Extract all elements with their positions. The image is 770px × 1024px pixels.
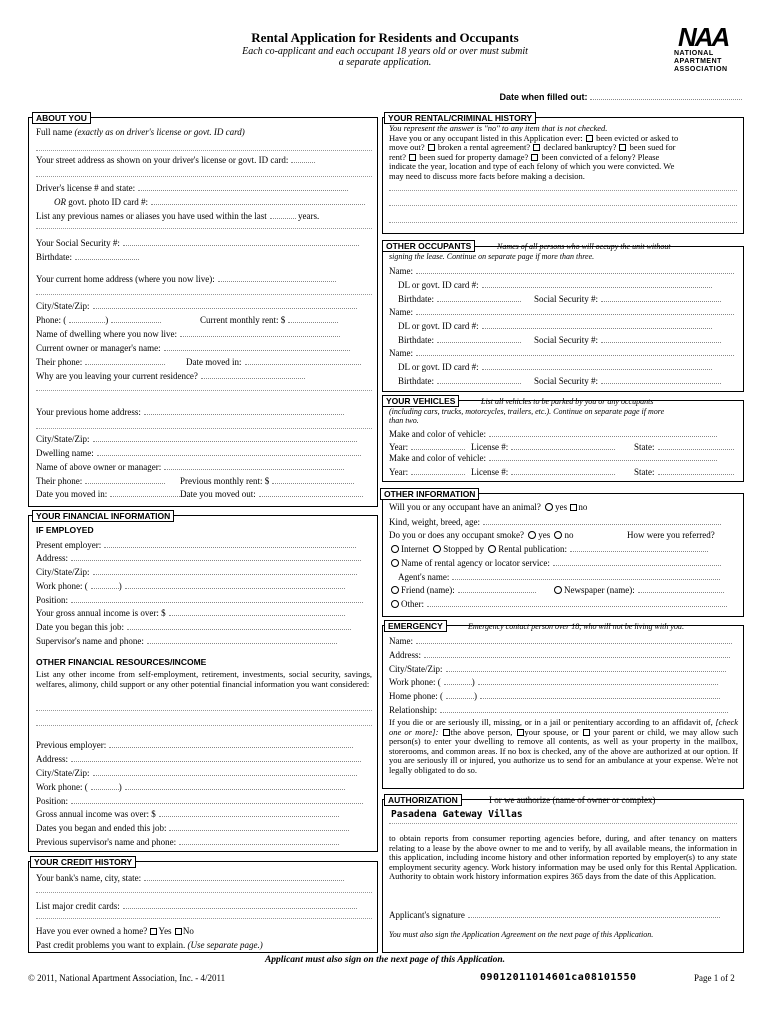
bank-input[interactable] <box>36 892 372 893</box>
owned-home-field[interactable]: Have you ever owned a home? Yes No <box>36 926 194 936</box>
felony-details-input-1[interactable] <box>389 190 737 191</box>
smoke-field[interactable]: Do you or does any occupant smoke? yes no <box>389 530 574 540</box>
dwelling-field[interactable]: Name of dwelling where you now live: <box>36 328 340 340</box>
felony-details-input-2[interactable] <box>389 205 737 206</box>
prev-employer-address-field[interactable]: Address: <box>36 753 361 765</box>
date-filled-field[interactable]: Date when filled out: <box>499 91 742 102</box>
occupant-3-ssn-field[interactable]: Social Security #: <box>534 375 721 387</box>
if-employed-label: IF EMPLOYED <box>36 525 94 535</box>
page-subtitle: Each co-applicant and each occupant 18 years old or over must submit a separate application. <box>242 46 528 68</box>
vehicles-note-1: List all vehicles to be parked by you or any occupants <box>481 397 654 406</box>
previous-home-field[interactable]: Your previous home address: <box>36 406 344 418</box>
emergency-address-field[interactable]: Address: <box>389 649 730 661</box>
agency-radio[interactable] <box>391 559 399 567</box>
emergency-city-field[interactable]: City/State/Zip: <box>389 663 726 675</box>
friend-field[interactable]: Friend (name): <box>389 584 536 596</box>
other-referral-field[interactable]: Other: <box>389 598 727 610</box>
signature-field[interactable]: Applicant's signature <box>389 909 720 921</box>
spouse-checkbox[interactable] <box>517 729 524 736</box>
document-code: 09012011014601ca08101550 <box>480 972 637 983</box>
about-you-header: ABOUT YOU <box>32 112 91 124</box>
owner-name-field[interactable]: Current owner or manager's name: <box>36 342 350 354</box>
birthdate-field[interactable]: Birthdate: <box>36 251 139 263</box>
emergency-home-phone-field[interactable]: Home phone: ( ) <box>389 690 720 702</box>
credit-cards-input[interactable] <box>36 918 372 919</box>
friend-radio[interactable] <box>391 586 399 594</box>
moved-in-field[interactable]: Date you moved in: <box>36 488 190 500</box>
occupant-2-name-field[interactable]: Name: <box>389 306 734 318</box>
date-began-job-field[interactable]: Date you began this job: <box>36 621 351 633</box>
parent-child-checkbox[interactable] <box>583 729 590 736</box>
animal-field[interactable]: Will you or any occupant have an animal? yes no <box>389 502 588 512</box>
emergency-authorization-text: If you die or are seriously ill, missing, or in a jail or penitentiary according to an affidavit of, [check one or more]: the above person, your spouse, or your parent or child, we may allow such person(s) to enter your dwelling to remove all contents, as well as your property in the mailbox, storerooms, and common areas. If no box is checked, any of the above are authorized at our option. If you are seriously ill or injured, you authorize us to send for an ambulance at your expense. We're not legally obligated to do so. <box>389 717 739 775</box>
emergency-note: Emergency contact person over 18, who will not be living with you: <box>468 622 685 631</box>
current-rent-field[interactable]: Current monthly rent: $ <box>200 314 338 326</box>
vehicle-2-make-field[interactable]: Make and color of vehicle: <box>389 452 717 464</box>
felony-details-input-3[interactable] <box>389 222 737 223</box>
occupants-note-2: signing the lease. Continue on separate page if more than three. <box>389 252 595 261</box>
bank-field[interactable]: Your bank's name, city, state: <box>36 872 344 884</box>
vehicle-2-year-field[interactable]: Year: <box>389 466 465 478</box>
dwelling-name-field[interactable]: Dwelling name: <box>36 447 361 459</box>
full-name-input[interactable] <box>36 150 372 151</box>
work-phone-2-field[interactable]: Work phone: ( ) <box>36 781 345 793</box>
stopped-by-radio[interactable] <box>433 545 441 553</box>
other-financial-text: List any other income from self-employment, retirement, investments, social security, savings, welfares, alimony, child support or any other potential financial information you want considered: <box>36 669 372 689</box>
newspaper-field[interactable]: Newspaper (name): <box>552 584 724 596</box>
occupant-2-birthdate-field[interactable]: Birthdate: <box>398 334 521 346</box>
employer-address-field[interactable]: Address: <box>36 552 361 564</box>
their-phone-2-field[interactable]: Their phone: <box>36 475 165 487</box>
aliases-field[interactable]: List any previous names or aliases you have used within the last years. <box>36 211 320 221</box>
page-title: Rental Application for Residents and Occupants <box>251 30 519 45</box>
rental-history-text: You represent the answer is "no" to any item that is not checked. Have you or any occupant listed in this Application ever: been evicted or asked to move out? broken a rental agreement? declared bankruptcy? been sued for rent? been sued for property damage? been convicted of a felony? Please indicate the year, location and type of each felony of which you were convicted. We may need to discuss more facts before making a decision. <box>389 123 679 181</box>
prev-rent-field[interactable]: Previous monthly rent: $ <box>180 475 354 487</box>
emergency-header: EMERGENCY <box>384 620 447 632</box>
bankruptcy-checkbox[interactable] <box>533 144 540 151</box>
financial-header: YOUR FINANCIAL INFORMATION <box>32 510 174 522</box>
city-state-zip-2-field[interactable]: City/State/Zip: <box>36 433 357 445</box>
occupants-header: OTHER OCCUPANTS <box>382 240 475 252</box>
occupant-3-id-field[interactable]: DL or govt. ID card #: <box>398 361 712 373</box>
other-financial-input-2[interactable] <box>36 725 372 726</box>
previous-employer-field[interactable]: Previous employer: <box>36 739 353 751</box>
ssn-field[interactable]: Your Social Security #: <box>36 237 359 249</box>
owner-complex-value[interactable]: Pasadena Gateway Villas <box>391 809 523 820</box>
broken-agreement-checkbox[interactable] <box>428 144 435 151</box>
authorization-text: to obtain reports from consumer reporting agencies before, during, and after tenancy on matters relating to a lease by the above owner to me and to verify, by all available means, the information in this application, including income history and other information reported by employer(s) to any state employment security agency. Work history information may be used only for this Rental Application. Authority to obtain work history information expires 365 days from the date of this Application. <box>389 833 737 881</box>
other-info-header: OTHER INFORMATION <box>380 488 479 500</box>
drivers-license-field[interactable]: Driver's license # and state: <box>36 182 348 194</box>
occupants-note-1: Names of all persons who will occupy the unit without <box>497 242 671 251</box>
occupant-2-ssn-field[interactable]: Social Security #: <box>534 334 721 346</box>
occupant-1-id-field[interactable]: DL or govt. ID card #: <box>398 279 712 291</box>
why-leaving-input[interactable] <box>36 390 372 391</box>
publication-radio[interactable] <box>488 545 496 553</box>
prev-owner-field[interactable]: Name of above owner or manager: <box>36 461 344 473</box>
vehicle-1-license-field[interactable]: License #: <box>471 441 615 453</box>
agreement-note: You must also sign the Application Agreement on the next page of this Application. <box>389 930 654 939</box>
referral-options-row[interactable]: Internet Stopped by Rental publication: <box>389 543 708 555</box>
copyright: © 2011, National Apartment Association, Inc. - 4/2011 <box>28 973 226 983</box>
smoke-yes-radio[interactable] <box>528 531 536 539</box>
sign-next-page-notice: Applicant must also sign on the next page of this Application. <box>264 955 506 965</box>
city-state-zip-field[interactable]: City/State/Zip: <box>36 300 357 312</box>
above-person-checkbox[interactable] <box>443 729 450 736</box>
vehicle-1-state-field[interactable]: State: <box>634 441 734 453</box>
gross-income-was-field[interactable]: Gross annual income was over: $ <box>36 808 339 820</box>
occupant-1-name-field[interactable]: Name: <box>389 265 734 277</box>
sued-rent-checkbox[interactable] <box>619 144 626 151</box>
authorize-label: I or we authorize (name of owner or complex) <box>489 795 656 805</box>
occupant-1-ssn-field[interactable]: Social Security #: <box>534 293 721 305</box>
vehicles-note-2: (including cars, trucks, motorcycles, trailers, etc.). Continue on separate page if more <box>389 407 665 416</box>
agent-name-field[interactable]: Agent's name: <box>398 571 720 583</box>
other-radio[interactable] <box>391 600 399 608</box>
rental-history-header: YOUR RENTAL/CRIMINAL HISTORY <box>384 112 536 124</box>
emergency-relationship-field[interactable]: Relationship: <box>389 704 728 716</box>
page-number: Page 1 of 2 <box>694 973 735 983</box>
past-credit-problems-label: Past credit problems you want to explain. (Use separate page.) <box>36 940 263 950</box>
aliases-input[interactable] <box>36 228 372 229</box>
owned-home-no-checkbox[interactable] <box>175 928 182 935</box>
position-field[interactable]: Position: <box>36 594 363 606</box>
credit-header: YOUR CREDIT HISTORY <box>30 856 136 868</box>
evicted-checkbox[interactable] <box>586 135 593 142</box>
occupant-3-birthdate-field[interactable]: Birthdate: <box>398 375 521 387</box>
vehicles-note-3: than two. <box>389 416 419 425</box>
date-moved-in-field[interactable]: Date moved in: <box>186 356 361 368</box>
owned-home-yes-checkbox[interactable] <box>150 928 157 935</box>
why-leaving-field[interactable]: Why are you leaving your current residence? <box>36 370 305 382</box>
vehicles-header: YOUR VEHICLES <box>382 395 459 407</box>
vehicle-1-make-field[interactable]: Make and color of vehicle: <box>389 428 717 440</box>
vehicle-2-license-field[interactable]: License #: <box>471 466 615 478</box>
owner-complex-input[interactable] <box>389 823 737 824</box>
prev-employer-city-field[interactable]: City/State/Zip: <box>36 767 357 779</box>
date-filled-input[interactable] <box>590 91 742 100</box>
naa-logo: NAA NATIONAL APARTMENT ASSOCIATION <box>674 22 729 73</box>
emergency-name-field[interactable]: Name: <box>389 635 732 647</box>
street-address-input[interactable] <box>36 176 372 177</box>
smoke-no-radio[interactable] <box>554 531 562 539</box>
credit-cards-field[interactable]: List major credit cards: <box>36 900 357 912</box>
current-home-input[interactable] <box>36 294 372 295</box>
dates-job-field[interactable]: Dates you began and ended this job: <box>36 822 349 834</box>
position-2-field[interactable]: Position: <box>36 795 363 807</box>
emergency-work-phone-field[interactable]: Work phone: ( ) <box>389 676 718 688</box>
animal-yes-radio[interactable] <box>545 503 553 511</box>
full-name-field[interactable]: Full name (exactly as on driver's license or govt. ID card) <box>36 127 245 137</box>
other-financial-input-1[interactable] <box>36 710 372 711</box>
employer-city-field[interactable]: City/State/Zip: <box>36 566 357 578</box>
authorization-header: AUTHORIZATION <box>384 794 462 806</box>
street-address-field[interactable]: Your street address as shown on your driver's license or govt. ID card: <box>36 154 315 166</box>
previous-home-input[interactable] <box>36 428 372 429</box>
current-home-field[interactable]: Your current home address (where you now live): <box>36 273 336 285</box>
phone-field[interactable]: Phone: ( ) <box>36 314 161 326</box>
occupant-3-name-field[interactable]: Name: <box>389 347 734 359</box>
sued-damage-checkbox[interactable] <box>409 154 416 161</box>
referred-label: How were you referred? <box>627 530 715 540</box>
present-employer-field[interactable]: Present employer: <box>36 539 356 551</box>
animal-kind-field[interactable]: Kind, weight, breed, age: <box>389 516 721 528</box>
occupant-2-id-field[interactable]: DL or govt. ID card #: <box>398 320 712 332</box>
newspaper-radio[interactable] <box>554 586 562 594</box>
internet-radio[interactable] <box>391 545 399 553</box>
agency-field[interactable]: Name of rental agency or locator service: <box>389 557 721 569</box>
animal-no-checkbox[interactable] <box>570 504 577 511</box>
prev-supervisor-field[interactable]: Previous supervisor's name and phone: <box>36 836 339 848</box>
felony-checkbox[interactable] <box>531 154 538 161</box>
work-phone-field[interactable]: Work phone: ( ) <box>36 580 345 592</box>
their-phone-field[interactable]: Their phone: <box>36 356 165 368</box>
vehicle-1-year-field[interactable]: Year: <box>389 441 465 453</box>
photo-id-field[interactable]: OR govt. photo ID card #: <box>54 196 365 208</box>
moved-out-field[interactable]: Date you moved out: <box>180 488 363 500</box>
occupant-1-birthdate-field[interactable]: Birthdate: <box>398 293 521 305</box>
other-financial-label: OTHER FINANCIAL RESOURCES/INCOME <box>36 657 207 667</box>
vehicle-2-state-field[interactable]: State: <box>634 466 734 478</box>
supervisor-field[interactable]: Supervisor's name and phone: <box>36 635 337 647</box>
gross-income-field[interactable]: Your gross annual income is over: $ <box>36 607 345 619</box>
